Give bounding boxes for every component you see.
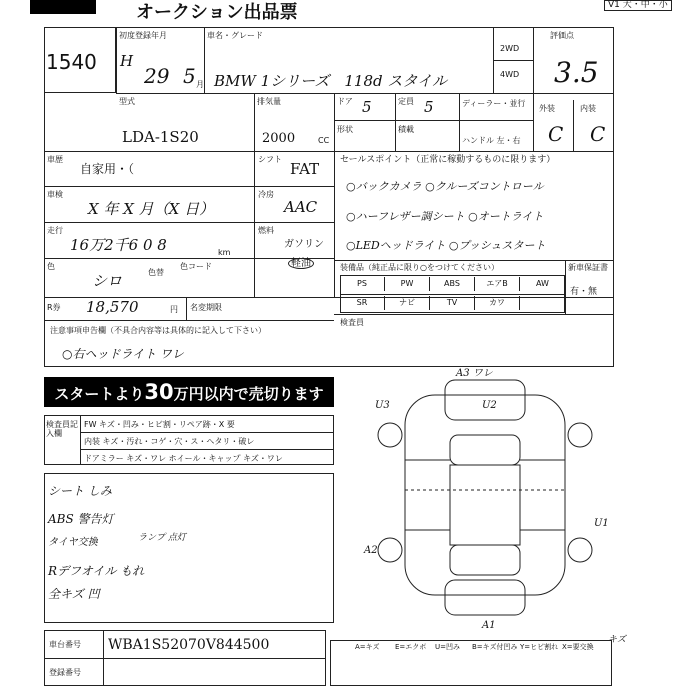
label-score: 評価点	[550, 31, 574, 40]
notice-text: ○右ヘッドライト ワレ	[62, 347, 184, 361]
label-recycle: R券	[47, 303, 61, 312]
label-dealer: ディーラー・並行	[462, 99, 526, 108]
equip-sr: SR	[340, 296, 385, 310]
label-capacity: 定員	[398, 97, 414, 106]
sheet-mark: V1 大・中・小	[604, 0, 672, 11]
recycle-fee: 18,570	[86, 298, 139, 316]
label-doors: ドア	[337, 97, 353, 106]
mark-u3: U3	[375, 400, 390, 411]
banner-amount: 30	[144, 380, 174, 404]
label-equipment: 装備品（純正品に限り○をつけてください）	[340, 263, 499, 272]
sales-point-2: ○ハーフレザー調シート ○オートライト	[346, 210, 544, 223]
label-seller-notes: 検査員	[340, 318, 364, 327]
chassis-number: WBA1S52070V844500	[108, 637, 270, 653]
fuel-value: ガソリン	[284, 239, 324, 250]
label-car-name: 車名・グレード	[207, 31, 263, 40]
unit-month-1: 月	[196, 80, 204, 89]
seats-value: 5	[424, 98, 434, 116]
sales-point-3: ○LEDヘッドライト ○プッシュスタート	[346, 239, 546, 252]
doors-value: 5	[362, 98, 372, 116]
label-exterior: 外装	[539, 104, 555, 113]
equip-pw: PW	[385, 277, 430, 291]
diagram-windshield	[450, 435, 520, 465]
label-warranty: 新車保証書	[568, 263, 608, 272]
mark-u1: U1	[594, 518, 609, 529]
sales-point-1: ○バックカメラ ○クルーズコントロール	[346, 180, 544, 193]
equip-leather: カワ	[475, 296, 520, 310]
note-4: ランプ 点灯	[138, 533, 186, 543]
legend-y: Y=ヒビ割れ	[520, 643, 559, 651]
unit-yen: 円	[170, 305, 178, 314]
shift-value: FAT	[290, 160, 320, 178]
color-value: シロ	[92, 272, 123, 290]
header-logo-block	[30, 0, 96, 14]
diagram-rear-window	[450, 545, 520, 575]
inspector-row-3: ドアミラー キズ・ワレ ホイール・キャップ キズ・ワレ	[84, 454, 283, 463]
label-2wd: 2WD	[500, 44, 520, 53]
legend-a: A=キズ	[355, 643, 380, 651]
label-model: 型式	[119, 97, 135, 106]
equip-tv: TV	[430, 296, 475, 310]
note-2: ABS 警告灯	[48, 512, 114, 526]
label-mileage: 走行	[47, 226, 63, 235]
label-4wd: 4WD	[500, 70, 520, 79]
diagram-wheel-rr	[568, 538, 592, 562]
era-h: H	[120, 52, 134, 70]
unit-km: km	[218, 248, 231, 257]
note-5: Rデフオイル もれ	[48, 564, 145, 578]
equip-abs: ABS	[430, 277, 475, 291]
ac-value: AAC	[284, 198, 318, 216]
label-first-reg: 初度登録年月	[119, 31, 167, 40]
label-shift: シフト	[258, 155, 282, 164]
first-reg-month: 5	[183, 64, 196, 88]
mileage-value: 16万2千6 0 8	[70, 236, 167, 254]
sheet-title: オークション出品票	[136, 2, 298, 23]
legend-e: E=エクボ	[395, 643, 427, 651]
label-fuel: 燃料	[258, 226, 274, 235]
banner-pre: スタートより	[54, 385, 145, 403]
label-inspector: 検査員記入欄	[46, 420, 78, 438]
inspector-row-1: FW キズ・凹み・ヒビ割・リペア跡・X 要	[84, 420, 235, 429]
legend-b: B=キズ付凹み	[472, 643, 518, 651]
label-reg-no: 登録番号	[49, 668, 81, 677]
label-load: 積載	[398, 125, 414, 134]
fuel-option: 軽油	[288, 258, 314, 269]
legend-x: X=要交換	[562, 643, 594, 651]
interior-grade: C	[590, 122, 606, 146]
label-color: 色	[47, 262, 55, 271]
equip-navi: ナビ	[385, 296, 430, 310]
note-1: シート しみ	[48, 484, 112, 498]
label-sales-points: セールスポイント（正常に稼動するものに限ります）	[340, 155, 556, 165]
mark-a2: A2	[364, 545, 378, 556]
equip-airbag: エアB	[475, 277, 520, 291]
warranty-value: 有・無	[570, 287, 598, 297]
diagram-body-outline	[405, 395, 565, 595]
diagram-wheel-rl	[378, 538, 402, 562]
displacement-value: 2000	[262, 131, 296, 146]
diagram-trunk	[445, 580, 525, 615]
equip-ps: PS	[340, 277, 385, 291]
mark-scratch: キズ	[608, 635, 626, 645]
diagram-wheel-fl	[378, 423, 402, 447]
label-displacement: 排気量	[257, 97, 281, 106]
inspector-row-2: 内装 キズ・汚れ・コゲ・穴・ス・ヘタリ・破レ	[84, 437, 255, 446]
note-6: 全キズ 凹	[48, 587, 100, 601]
start-price-banner	[44, 377, 334, 407]
label-notice: 注意事項申告欄（不具合内容等は具体的に記入して下さい）	[50, 326, 266, 335]
mark-a3: A3 ワレ	[456, 368, 493, 379]
label-color-code: 色コード	[180, 262, 212, 271]
use-value: 自家用・（	[80, 162, 135, 176]
first-reg-year: 29	[144, 64, 170, 88]
exterior-grade: C	[548, 122, 564, 146]
label-use: 車歴	[47, 155, 63, 164]
inspection-value: X 年 X 月（X 日）	[88, 200, 215, 218]
lot-number: 1540	[46, 50, 97, 74]
mark-u2: U2	[482, 400, 497, 411]
car-name-grade: BMW 1シリーズ 118d スタイル	[214, 72, 448, 90]
legend-u: U=凹み	[435, 643, 460, 651]
score-value: 3.5	[554, 56, 599, 89]
label-color-change: 色替	[148, 268, 164, 277]
banner-post: 万円以内で売切ります	[173, 385, 324, 403]
unit-cc: CC	[318, 136, 330, 145]
label-handle: ハンドル 左・右	[462, 136, 521, 145]
diagram-wheel-fr	[568, 423, 592, 447]
label-name-change: 名変期限	[190, 303, 222, 312]
label-interior: 内装	[580, 104, 596, 113]
note-3: タイヤ交換	[48, 537, 98, 548]
mark-a1: A1	[482, 620, 496, 631]
equip-aw: AW	[536, 279, 549, 288]
label-ac: 冷房	[258, 190, 274, 199]
diagram-roof	[450, 465, 520, 545]
label-shape: 形状	[337, 125, 353, 134]
label-chassis: 車台番号	[49, 640, 81, 649]
label-inspection: 車検	[47, 190, 63, 199]
model-code: LDA-1S20	[122, 128, 199, 146]
